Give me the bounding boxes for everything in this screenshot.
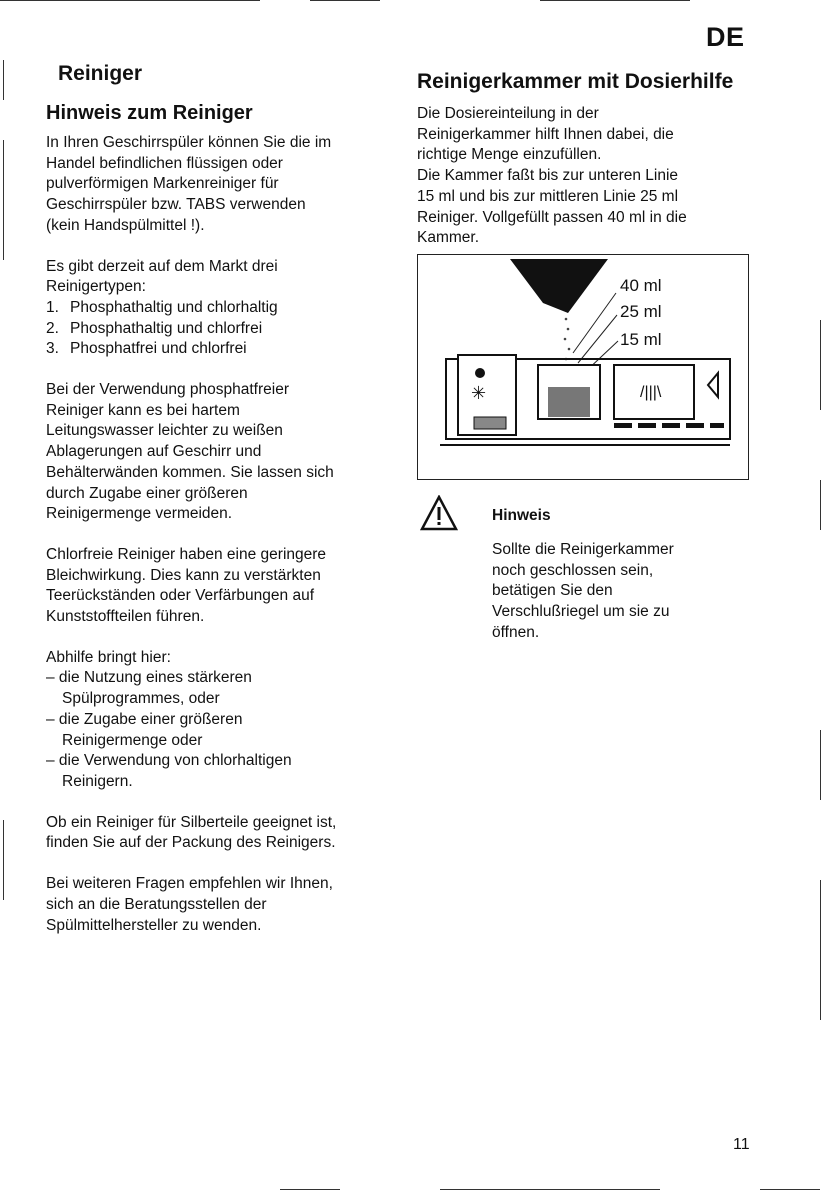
scan-line [820,480,821,530]
paragraph-phosphate-free: Bei der Verwendung phosphatfreier Reiniger kann es bei hartem Leitungswasser leichter zu weißen Ablagerungen auf Geschirr und Behälterwänden kommen. Sie lassen sich durch Zugabe einer größeren Reinigermenge vermeiden. [46,381,334,523]
left-column [46,62,396,936]
scan-line [0,0,260,1]
section-title-reiniger: Reiniger [58,62,143,85]
paragraph-further-questions: Bei weiteren Fragen empfehlen wir Ihnen, sich an die Beratungsstellen der Spülmittelhersteller zu wenden. [46,875,333,934]
paragraph-silver: Ob ein Reiniger für Silberteile geeignet ist, finden Sie auf der Packung des Reinigers. [46,813,337,852]
page-number: 11 [733,1136,750,1153]
scan-line [440,1189,660,1190]
paragraph-dosing: Die Dosiereinteilung in der Reinigerkammer hilft Ihnen dabei, die richtige Menge einzufüllen. Die Kammer faßt bis zur unteren Linie 15 ml und bis zur mittleren Linie 25 ml Reiniger. Vollgefüllt passen 40 ml in die Kammer. [417,105,687,247]
dispenser-illustration [417,254,749,480]
scan-line [760,1189,820,1190]
scan-line [540,0,690,1]
warning-triangle-icon [420,495,458,531]
paragraph-chlorine-free: Chlorfreie Reiniger haben eine geringere Bleichwirkung. Dies kann zu verstärkten Teerückständen oder Verfärbungen auf Kunststoffteilen führen. [46,545,327,626]
language-tag: DE [706,22,745,52]
cleaner-types-list [46,298,396,360]
paragraph-intro: In Ihren Geschirrspüler können Sie die im Handel befindlichen flüssigen oder pulverförmigen Markenreiniger für Geschirrspüler bzw. TABS verwenden (kein Handspülmittel !). [46,134,332,234]
note-title: Hinweis [492,507,551,524]
scan-line [820,880,821,1020]
svg-text:/|||\: /|||\ [640,384,662,401]
detergent-fill [548,387,590,417]
scan-line [820,730,821,800]
detergent-pack-shape [510,259,608,313]
list-item: 1. Phosphathaltig und chlorhaltig [46,298,278,316]
remedy-list [46,668,396,792]
paragraph-remedy-intro: Abhilfe bringt hier: [46,648,171,666]
scan-line [310,0,380,1]
note-body: Sollte die Reinigerkammer noch geschlossen sein, betätigen Sie den Verschlußriegel um sie zu öffnen. [492,541,674,641]
list-item: – die Nutzung eines stärkeren Spülprogrammes, oder [46,669,252,708]
right-column [417,70,762,249]
paragraph-types-intro: Es gibt derzeit auf dem Markt drei Reinigertypen: [46,257,278,296]
scan-line [3,820,4,900]
list-item: 3. Phosphatfrei und chlorfrei [46,340,247,358]
scale-label-40: 40 ml [620,276,662,295]
scan-line [820,320,821,410]
scan-line [280,1189,340,1190]
scan-line [3,60,4,100]
dispenser-drawing [418,255,750,481]
scale-label-15: 15 ml [620,330,662,349]
list-item: – die Verwendung von chlorhaltigen Reinigern. [46,752,292,790]
svg-text:✳: ✳ [471,383,487,403]
section-title-dosing: Reinigerkammer mit Dosierhilfe [417,70,734,93]
scan-line [3,140,4,260]
dashed-strip [614,423,724,428]
scale-label-25: 25 ml [620,302,662,321]
list-item: 2. Phosphathaltig und chlorfrei [46,319,263,337]
subsection-title-hinweis: Hinweis zum Reiniger [46,102,253,124]
list-item: – die Zugabe einer größeren Reinigermenge oder [46,710,243,749]
